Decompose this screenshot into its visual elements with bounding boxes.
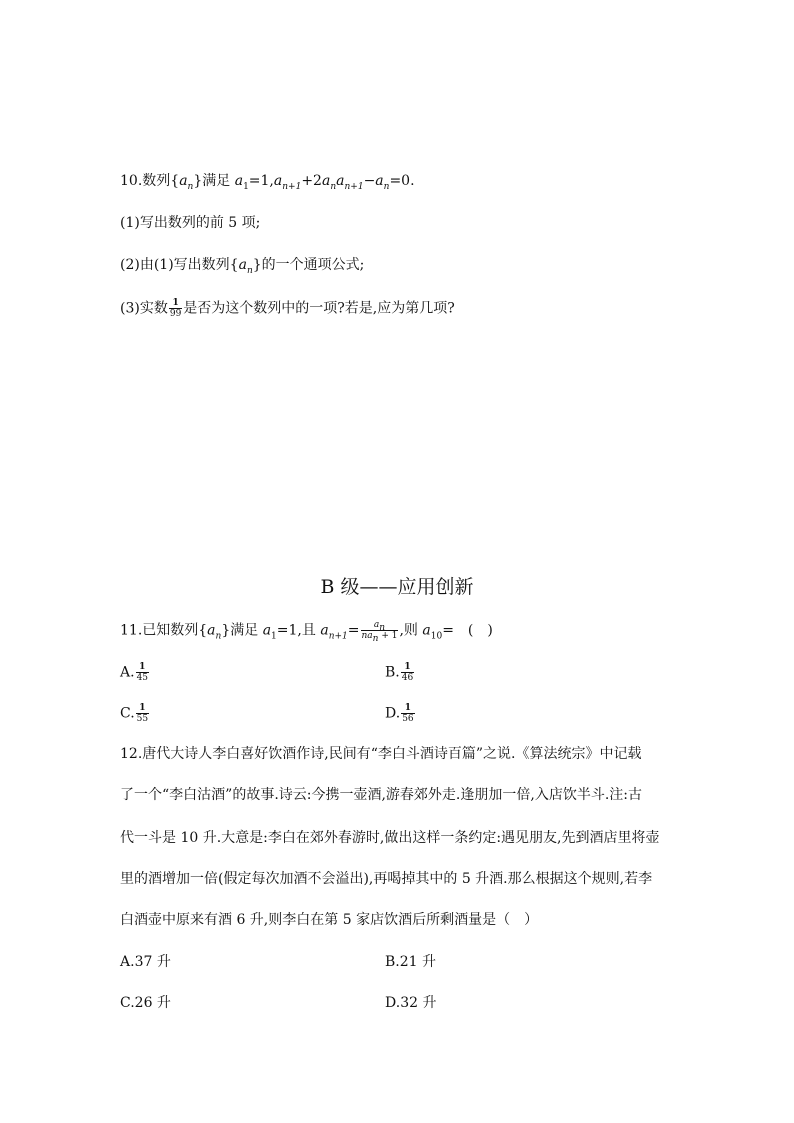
option-fraction: $\frac{1}{56}$ xyxy=(402,703,414,724)
q11-option-d[interactable]: D. $\frac{1}{56}$ xyxy=(385,703,414,724)
q11-option-a[interactable]: A. $\frac{1}{45}$ xyxy=(120,662,149,683)
fraction-1-over-99: $\frac{1}{99}$ xyxy=(169,298,182,319)
q10-stem: 10.数列$\{a_n\}$满足 $a_1=1,a_{n+1}+2a_na_{n+1}-a_n=0$. xyxy=(120,173,415,192)
q12-option-a[interactable]: A.37 升 xyxy=(120,954,171,970)
section-heading: B 级——应用创新 xyxy=(320,576,474,598)
q10-part1: (1)写出数列的前 5 项; xyxy=(120,215,261,231)
q12-line-4: 里的酒增加一倍(假定每次加酒不会溢出),再喝掉其中的 5 升酒.那么根据这个规则,若李 xyxy=(120,871,653,887)
q11-option-b[interactable]: B. $\frac{1}{46}$ xyxy=(385,662,414,683)
q12-line-5: 白酒壶中原来有酒 6 升,则李白在第 5 家店饮酒后所剩酒量是（ ） xyxy=(120,912,539,928)
q12-line-2: 了一个“李白沽酒”的故事.诗云:今携一壶酒,游春郊外走.逢朋加一倍,入店饮半斗.注:古 xyxy=(120,787,642,803)
option-fraction: $\frac{1}{55}$ xyxy=(136,703,149,724)
q12-line-1: 12.唐代大诗人李白喜好饮酒作诗,民间有“李白斗酒诗百篇”之说.《算法统宗》中记载 xyxy=(120,746,642,762)
option-fraction: $\frac{1}{46}$ xyxy=(401,662,414,683)
option-fraction: $\frac{1}{45}$ xyxy=(136,662,149,683)
q12-option-b[interactable]: B.21 升 xyxy=(385,954,437,970)
q10-part3: (3)实数 $\frac{1}{99}$ 是否为这个数列中的一项?若是,应为第几项? xyxy=(120,298,455,319)
q12-option-d[interactable]: D.32 升 xyxy=(385,995,437,1011)
recursion-fraction: $\frac{a_n}{na_n + 1}$ xyxy=(361,620,398,644)
q11-option-c[interactable]: C. $\frac{1}{55}$ xyxy=(120,703,149,724)
q12-option-c[interactable]: C.26 升 xyxy=(120,995,171,1011)
q12-line-3: 代一斗是 10 升.大意是:李白在郊外春游时,做出这样一条约定:遇见朋友,先到酒店里将壶 xyxy=(120,830,660,846)
q10-part2: (2)由(1)写出数列$\{a_n\}$的一个通项公式; xyxy=(120,257,365,276)
q11-stem: 11.已知数列$\{a_n\}$满足 $a_1=1$,且 $a_{n+1}=$ $\frac{a_n}{na_n + 1}$ ,则 $a_{10}=$ ( ) xyxy=(120,620,493,644)
